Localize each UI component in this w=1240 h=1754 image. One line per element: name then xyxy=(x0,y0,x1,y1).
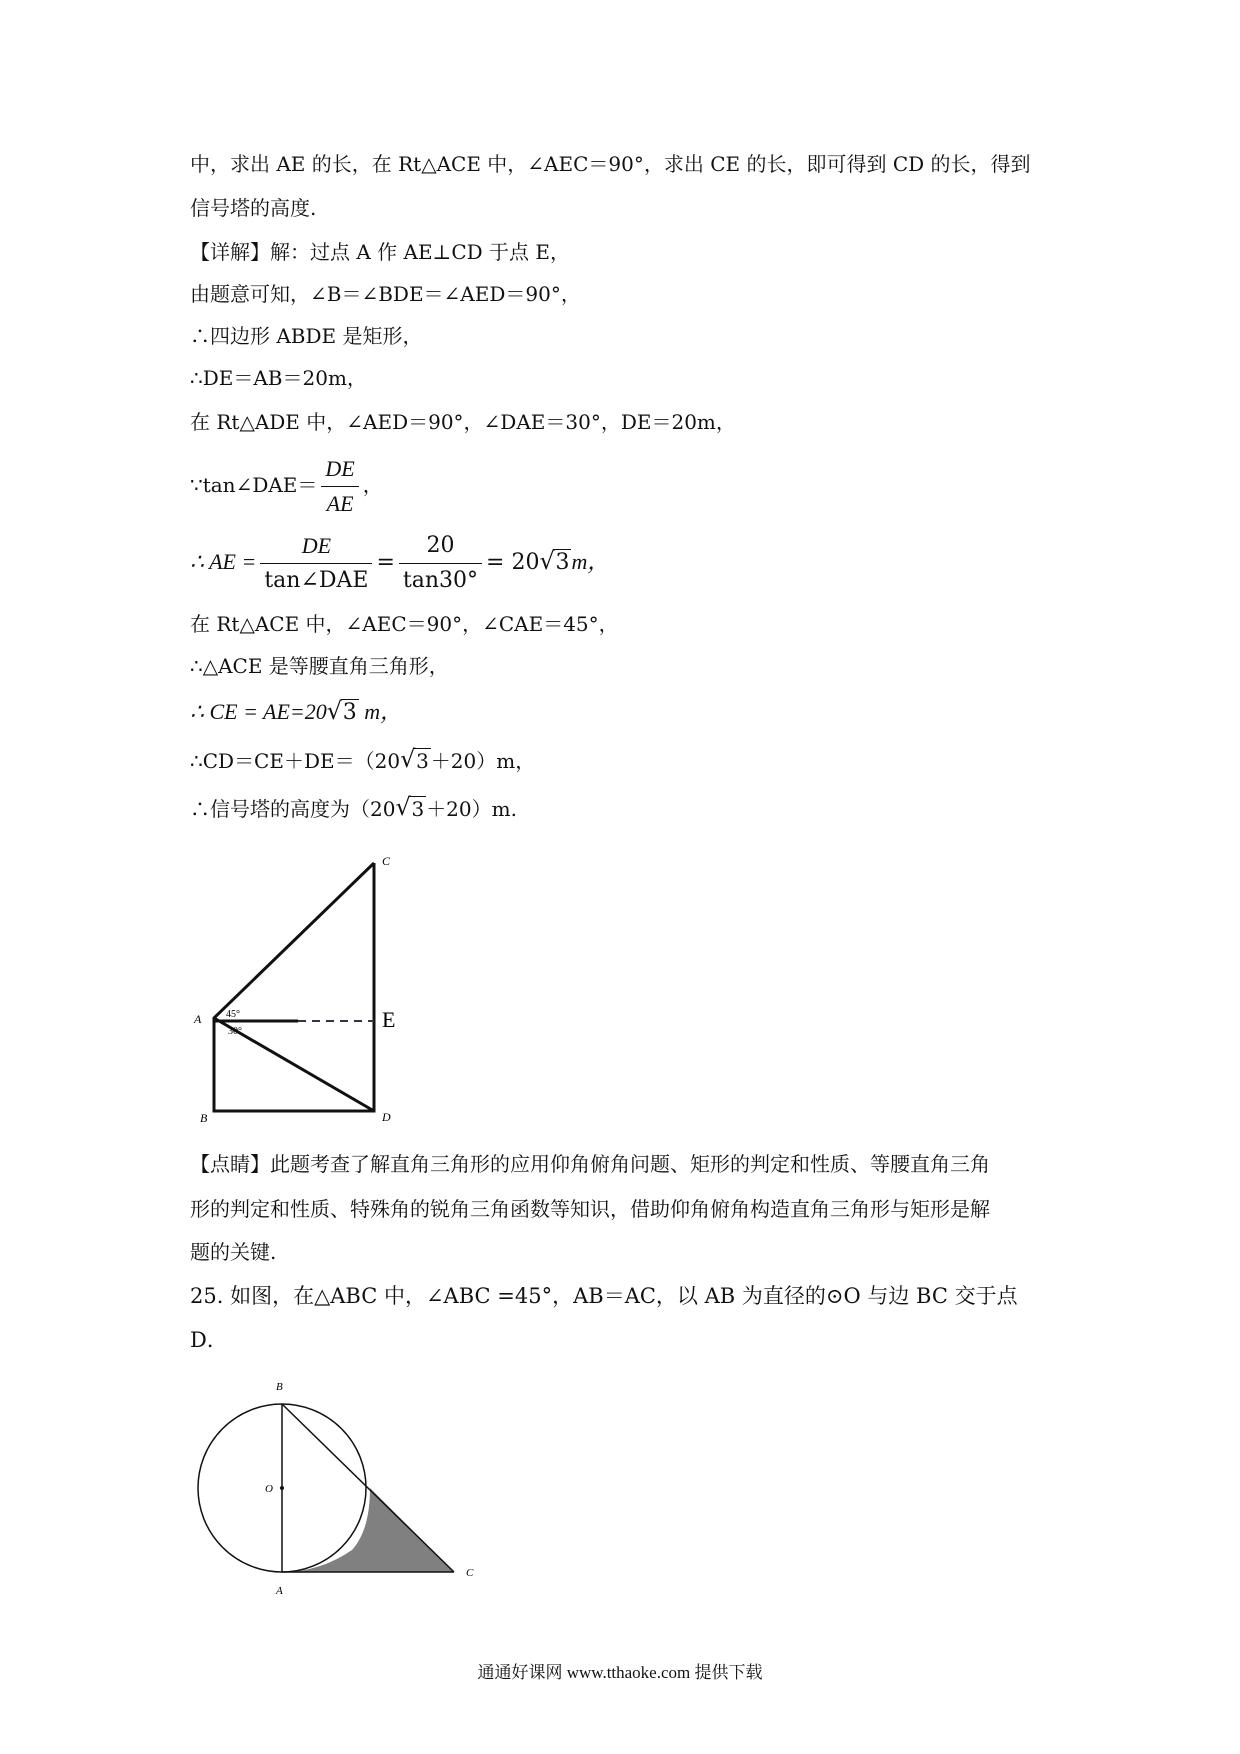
equation-ae-prefix: ∴ AE = xyxy=(190,549,257,574)
sqrt-symbol xyxy=(327,699,359,727)
figure-circle-diagram xyxy=(190,1370,490,1610)
equation-cd-suffix: ＋20）m， xyxy=(430,749,536,773)
page-footer: 通通好课网 www.tthaoke.com 提供下载 xyxy=(477,1663,763,1682)
text-line-5: ∴四边形 ABDE 是矩形， xyxy=(190,324,423,348)
tower-height-prefix: ∴信号塔的高度为（20 xyxy=(190,797,396,821)
sqrt-radicand: 3 xyxy=(555,550,570,575)
fraction-denominator: tan∠DAE xyxy=(264,567,369,593)
label-a: A xyxy=(276,1585,283,1597)
text-line-7: 在 Rt△ADE 中，∠AED＝90°，∠DAE＝30°，DE＝20m， xyxy=(190,410,736,434)
fraction-denominator: AE xyxy=(326,491,354,516)
fraction-20-over-tan30 xyxy=(399,531,482,596)
angle-label-45: 45° xyxy=(226,1009,240,1020)
text-line-11: ∴△ACE 是等腰直角三角形， xyxy=(190,654,449,678)
fraction-numerator: DE xyxy=(260,531,372,564)
equation-tan-prefix: ∵tan∠DAE＝ xyxy=(190,473,318,497)
text-line-4: 由题意可知，∠B＝∠BDE＝∠AED＝90°， xyxy=(190,282,581,306)
text-line-17: 题的关键. xyxy=(190,1240,277,1264)
equals-twenty: = 20 xyxy=(486,550,540,575)
equation-ae-suffix: m， xyxy=(571,549,610,574)
label-c: C xyxy=(382,854,391,868)
figure-tower-diagram xyxy=(190,845,420,1125)
equals-sign: = xyxy=(376,550,395,575)
angle-label-30: 30° xyxy=(228,1026,242,1037)
fraction-de-over-tan xyxy=(260,531,372,596)
shaded-region xyxy=(282,1488,454,1572)
figure-outline xyxy=(214,863,374,1111)
label-b: B xyxy=(276,1381,283,1393)
sqrt-symbol xyxy=(395,795,426,823)
sqrt-radicand: 3 xyxy=(342,700,357,725)
label-d: D xyxy=(382,1110,391,1124)
sqrt-symbol xyxy=(539,528,571,598)
equation-ae xyxy=(190,527,609,597)
problem-25-line-2: D． xyxy=(190,1328,228,1352)
text-line-6: ∴DE＝AB＝20m， xyxy=(190,366,367,390)
fraction-denominator: tan30° xyxy=(402,567,479,593)
label-c: C xyxy=(466,1567,474,1579)
sqrt-radicand: 3 xyxy=(411,797,425,821)
label-o: O xyxy=(265,1483,273,1495)
equation-ce xyxy=(190,698,402,727)
equation-ce-suffix: m， xyxy=(358,699,403,724)
label-b: B xyxy=(200,1111,208,1125)
equation-ce-prefix: ∴ CE = AE=20 xyxy=(190,699,327,724)
text-line-1: 中，求出 AE 的长，在 Rt△ACE 中，∠AEC＝90°，求出 CE 的长，即可得到 CD 的长，得到 xyxy=(190,152,1031,176)
sqrt-radicand: 3 xyxy=(416,749,429,773)
tower-height-line xyxy=(190,795,517,823)
label-e: E xyxy=(382,1007,396,1032)
equation-tan-suffix: ， xyxy=(362,473,383,497)
problem-25-line-1: 25. 如图，在△ABC 中，∠ABC =45°，AB＝AC，以 AB 为直径的⊙O 与边 BC 交于点 xyxy=(190,1284,1018,1308)
text-line-16: 形的判定和性质、特殊角的锐角三角函数等知识，借助仰角俯角构造直角三角形与矩形是解 xyxy=(190,1197,990,1221)
text-line-3: 【详解】解：过点 A 作 AE⊥CD 于点 E， xyxy=(190,240,571,264)
equation-cd-prefix: ∴CD＝CE＋DE＝（20 xyxy=(190,749,401,773)
sqrt-symbol xyxy=(400,747,431,775)
text-line-15: 【点睛】此题考查了解直角三角形的应用仰角俯角问题、矩形的判定和性质、等腰直角三角 xyxy=(190,1152,990,1176)
tower-height-suffix: ＋20）m. xyxy=(426,797,517,821)
fraction-numerator: DE xyxy=(321,454,358,487)
fraction-de-over-ae xyxy=(321,454,358,519)
text-line-2: 信号塔的高度. xyxy=(190,196,317,220)
fraction-numerator: 20 xyxy=(399,531,482,564)
equation-cd xyxy=(190,747,535,775)
text-line-10: 在 Rt△ACE 中，∠AEC＝90°，∠CAE＝45°， xyxy=(190,612,619,636)
center-point-o xyxy=(280,1486,284,1490)
label-a: A xyxy=(194,1012,202,1026)
equation-tan xyxy=(190,450,383,520)
